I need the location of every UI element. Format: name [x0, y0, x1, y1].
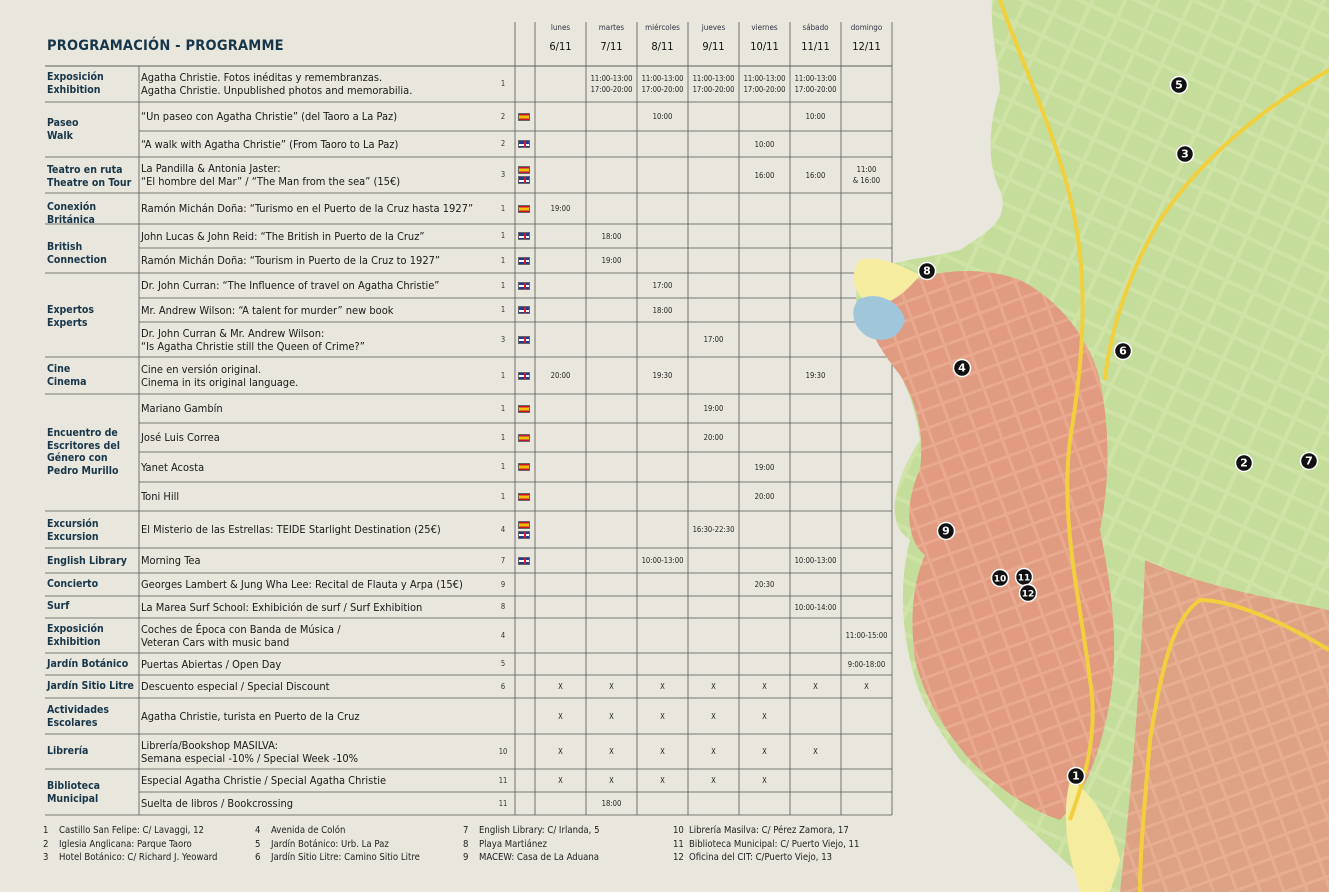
schedule-cell: 10:00-14:00 [794, 602, 837, 612]
event-description: Morning Tea [141, 554, 201, 567]
schedule-cell: 16:30-22:30 [692, 525, 735, 534]
map-marker-label: 7 [1305, 454, 1313, 468]
legend-number: 3 [43, 852, 49, 863]
legend-item [255, 824, 345, 838]
urban-area [867, 271, 1114, 820]
map-marker-label: 5 [1175, 78, 1183, 92]
schedule-cell: 19:00 [601, 256, 622, 265]
legend-item [463, 824, 600, 838]
legend-number: 2 [43, 838, 49, 850]
schedule-cell: X [609, 682, 614, 691]
spanish-flag-icon [518, 463, 530, 471]
event-description: Cine en versión original. Cinema in its original language. [141, 362, 299, 389]
legend-text: Biblioteca Municipal: C/ Puerto Viejo, 11 [689, 838, 860, 850]
day-header [535, 22, 586, 55]
category-label: Concierto [47, 578, 99, 590]
event-description: John Lucas & John Reid: “The British in Puerto de la Cruz” [141, 229, 425, 243]
schedule-cell: X [609, 711, 614, 721]
map-marker-11[interactable] [1016, 569, 1033, 586]
schedule-cell: 11:00 & 16:00 [852, 165, 881, 185]
schedule-cell: 11:00-13:00 17:00-20:00 [794, 74, 837, 94]
legend-number: 12 [673, 852, 684, 863]
uk-flag-icon [518, 306, 530, 314]
location-number: 6 [500, 681, 506, 691]
map-marker-label: 9 [942, 524, 950, 538]
spanish-flag-icon [518, 405, 530, 413]
schedule-cell: 11:00-15:00 [845, 631, 888, 640]
category-label: Actividades Escolares [47, 704, 109, 729]
schedule-cell: 10:00-13:00 [641, 556, 684, 565]
category-label: British Connection [47, 241, 107, 266]
schedule-cell: 20:00 [754, 492, 775, 501]
location-number: 1 [500, 203, 506, 213]
location-number: 1 [500, 491, 506, 501]
event-description: Mariano Gambín [141, 402, 223, 415]
category-label: Excursión Excursion [47, 518, 99, 543]
category-label: English Library [47, 555, 127, 567]
legend-text: Hotel Botánico: C/ Richard J. Yeoward [59, 852, 218, 863]
page-title: PROGRAMACIÓN - PROGRAMME [47, 38, 284, 54]
category-label: Conexión Británica [47, 201, 97, 226]
uk-flag-icon [518, 557, 530, 565]
event-description: Mr. Andrew Wilson: “A talent for murder” new book [141, 303, 394, 317]
schedule-cell: 10:00-13:00 [794, 556, 837, 565]
legend-item [463, 838, 547, 852]
legend-text: English Library: C/ Irlanda, 5 [479, 825, 600, 836]
category-label: Teatro en ruta Theatre on Tour [47, 164, 132, 189]
location-number: 2 [500, 139, 506, 148]
schedule-cell: 10:00 [652, 112, 673, 121]
legend-number: 6 [255, 852, 261, 863]
legend-text: Iglesia Anglicana: Parque Taoro [59, 838, 192, 850]
schedule-cell: X [660, 747, 665, 756]
schedule-cell: X [558, 776, 563, 785]
map-marker-label: 8 [923, 264, 931, 278]
location-number: 4 [500, 524, 506, 534]
location-number: 1 [500, 370, 506, 380]
category-label: Librería [47, 745, 89, 757]
location-number: 2 [500, 111, 506, 121]
schedule-cell: 20:30 [754, 580, 775, 589]
map-marker-9[interactable] [938, 523, 955, 540]
legend-text: Playa Martiánez [479, 838, 548, 850]
day-name: viernes [751, 23, 778, 32]
day-header [586, 22, 637, 55]
legend-text: Jardín Sitio Litre: Camino Sitio Litre [271, 852, 420, 863]
location-number: 8 [500, 602, 506, 611]
day-name: domingo [850, 23, 883, 32]
schedule-cell: 19:00 [550, 204, 571, 213]
schedule-cell: X [864, 682, 869, 691]
legend-item [43, 838, 192, 852]
schedule-cell: 11:00-13:00 17:00-20:00 [692, 74, 735, 94]
schedule-cell: 16:00 [805, 170, 826, 180]
schedule-cell: 10:00 [754, 139, 775, 149]
legend-number: 7 [463, 825, 469, 836]
location-number: 11 [498, 798, 508, 808]
schedule-cell: X [711, 747, 716, 756]
category-label: Surf [47, 600, 70, 612]
map-marker-label: 1 [1072, 769, 1080, 783]
spanish-flag-icon [518, 113, 530, 121]
location-number: 1 [500, 79, 506, 88]
schedule-cell: 16:00 [754, 170, 775, 180]
category-label: Biblioteca Municipal [47, 780, 101, 805]
legend-number: 9 [463, 852, 469, 863]
category-label: Cine Cinema [47, 363, 87, 388]
spanish-flag-icon [518, 521, 530, 529]
legend-number: 10 [673, 825, 684, 836]
event-description: Yanet Acosta [141, 460, 205, 474]
map-marker-label: 2 [1240, 456, 1248, 470]
schedule-cell: X [660, 682, 665, 691]
legend-number: 1 [43, 825, 49, 836]
event-description: Descuento especial / Special Discount [141, 680, 330, 693]
map-marker-5[interactable] [1171, 77, 1188, 94]
event-description: Especial Agatha Christie / Special Agatha Christie [141, 774, 387, 787]
legend-number: 11 [673, 838, 684, 850]
schedule-cell: 18:00 [652, 305, 673, 315]
map-marker-label: 3 [1181, 147, 1189, 161]
category-label: Exposición Exhibition [47, 623, 104, 648]
day-date: 11/11 [801, 40, 830, 53]
spanish-flag-icon [518, 205, 530, 213]
uk-flag-icon [518, 176, 530, 184]
map-marker-3[interactable] [1177, 146, 1194, 163]
category-label: Encuentro de Escritores del Género con Pedro Murillo [47, 427, 120, 477]
day-name: jueves [701, 23, 726, 32]
location-number: 7 [500, 555, 506, 565]
schedule-cell: 11:00-13:00 17:00-20:00 [743, 74, 786, 94]
day-date: 7/11 [600, 40, 623, 53]
event-description: “Un paseo con Agatha Christie” (del Taoro a La Paz) [141, 110, 398, 123]
schedule-cell: X [558, 711, 563, 721]
schedule-cell: 17:00 [703, 335, 724, 344]
uk-flag-icon [518, 282, 530, 290]
day-date: 8/11 [651, 40, 674, 53]
category-label: Paseo Walk [47, 117, 79, 142]
event-description: Librería/Bookshop MASILVA: Semana especial -10% / Special Week -10% [141, 738, 359, 765]
uk-flag-icon [518, 257, 530, 265]
schedule-cell: X [558, 682, 563, 691]
event-description: Suelta de libros / Bookcrossing [141, 797, 294, 810]
event-description: La Pandilla & Antonia Jaster: “El hombre del Mar” / “The Man from the sea” (15€) [141, 162, 401, 188]
schedule-cell: 17:00 [652, 281, 673, 290]
event-description: Toni Hill [141, 490, 180, 503]
map-marker-label: 12 [1021, 589, 1035, 600]
category-label: Expertos Experts [47, 304, 95, 329]
schedule-cell: X [558, 747, 563, 756]
map-marker-label: 6 [1119, 344, 1127, 358]
location-number: 3 [500, 170, 506, 179]
location-number: 1 [500, 432, 506, 442]
day-name: sábado [802, 23, 829, 32]
spanish-flag-icon [518, 434, 530, 442]
schedule-cell: 20:00 [703, 433, 724, 442]
map-marker-8[interactable] [919, 263, 936, 280]
event-description: La Marea Surf School: Exhibición de surf / Surf Exhibition [141, 600, 423, 614]
schedule-cell: 18:00 [601, 799, 622, 808]
schedule-cell: 19:30 [805, 371, 826, 380]
legend-item [673, 851, 832, 865]
map-marker-6[interactable] [1115, 343, 1132, 360]
event-description: Agatha Christie, turista en Puerto de la Cruz [141, 709, 360, 723]
legend-number: 5 [255, 838, 261, 850]
category-label: Exposición Exhibition [47, 71, 104, 96]
schedule-cell: X [762, 747, 767, 756]
event-description: Dr. John Curran & Mr. Andrew Wilson: “Is Agatha Christie still the Queen of Crime?” [141, 326, 365, 353]
schedule-cell: X [762, 776, 767, 785]
schedule-cell: X [609, 776, 614, 785]
legend-item [463, 851, 599, 865]
schedule-cell: 19:00 [754, 462, 775, 472]
map-marker-label: 11 [1017, 573, 1031, 584]
map-marker-1[interactable] [1068, 768, 1085, 785]
map-marker-label: 4 [958, 361, 966, 375]
day-date: 9/11 [702, 40, 725, 53]
location-number: 1 [500, 255, 506, 265]
schedule-cell: X [711, 776, 716, 785]
day-name: miércoles [645, 23, 680, 32]
legend-number: 4 [255, 825, 261, 836]
location-number: 5 [500, 659, 506, 668]
event-description: Ramón Michán Doña: “Tourism in Puerto de la Cruz to 1927” [141, 254, 441, 267]
legend-text: Oficina del CIT: C/Puerto Viejo, 13 [689, 852, 833, 863]
event-description: El Misterio de las Estrellas: TEIDE Starlight Destination (25€) [141, 523, 441, 536]
legend-text: MACEW: Casa de La Aduana [479, 852, 600, 863]
map-marker-2[interactable] [1236, 455, 1253, 472]
map-marker-4[interactable] [954, 360, 971, 377]
schedule-cell: X [813, 682, 818, 691]
uk-flag-icon [518, 531, 530, 539]
legend-item [43, 851, 217, 865]
map-marker-7[interactable] [1301, 453, 1318, 470]
event-description: Agatha Christie. Fotos inéditas y remembranzas. Agatha Christie. Unpublished photos and memorabilia. [141, 71, 413, 97]
schedule-cell: X [609, 747, 614, 756]
schedule-cell: 11:00-13:00 17:00-20:00 [641, 74, 684, 94]
location-number: 11 [498, 775, 508, 785]
location-number: 1 [500, 305, 506, 314]
legend-item [255, 851, 420, 865]
location-number: 1 [500, 231, 506, 240]
event-description: Coches de Época con Banda de Música / Veteran Cars with music band [141, 622, 341, 649]
uk-flag-icon [518, 372, 530, 380]
schedule-cell: X [660, 776, 665, 785]
schedule-cell: 11:00-13:00 17:00-20:00 [590, 74, 633, 94]
schedule-cell: X [711, 711, 716, 721]
location-number: 1 [500, 403, 506, 413]
event-description: Ramón Michán Doña: “Turismo en el Puerto de la Cruz hasta 1927” [141, 202, 474, 215]
day-header [688, 22, 739, 55]
legend-item [43, 824, 204, 838]
day-date: 10/11 [750, 40, 779, 53]
schedule-cell: X [762, 682, 767, 691]
spanish-flag-icon [518, 493, 530, 501]
uk-flag-icon [518, 336, 530, 344]
schedule-cell: X [711, 682, 716, 691]
location-number: 4 [500, 630, 506, 640]
location-number: 10 [498, 746, 508, 756]
schedule-cell: 19:30 [652, 371, 673, 380]
uk-flag-icon [518, 140, 530, 148]
uk-flag-icon [518, 232, 530, 240]
legend-text: Jardín Botánico: Urb. La Paz [271, 838, 389, 850]
schedule-cell: 19:00 [703, 404, 724, 413]
legend-text: Avenida de Colón [271, 825, 346, 836]
event-description: Dr. John Curran: “The Influence of travel on Agatha Christie” [141, 279, 440, 292]
schedule-cell: 18:00 [601, 231, 622, 241]
event-description: José Luis Correa [141, 431, 220, 444]
category-label: Jardín Botánico [47, 658, 129, 670]
map-marker-12[interactable] [1020, 585, 1037, 602]
town-map[interactable] [820, 0, 1329, 892]
spanish-flag-icon [518, 166, 530, 174]
location-number: 1 [500, 462, 506, 471]
legend-text: Castillo San Felipe: C/ Lavaggi, 12 [59, 825, 204, 836]
legend-text: Librería Masilva: C/ Pérez Zamora, 17 [689, 825, 849, 836]
schedule-cell: X [660, 711, 665, 721]
legend-item [255, 838, 389, 852]
location-number: 9 [500, 579, 506, 589]
day-header [739, 22, 790, 55]
schedule-cell: X [762, 711, 767, 721]
location-number: 3 [500, 334, 506, 344]
day-name: lunes [550, 23, 571, 32]
day-name: martes [598, 23, 625, 32]
schedule-cell: 20:00 [550, 371, 571, 380]
schedule-cell: X [813, 747, 818, 756]
event-description: “A walk with Agatha Christie” (From Taoro to La Paz) [141, 137, 399, 151]
event-description: Georges Lambert & Jung Wha Lee: Recital de Flauta y Arpa (15€) [141, 578, 463, 591]
day-header [637, 22, 688, 55]
day-date: 12/11 [852, 40, 881, 53]
legend-number: 8 [463, 838, 469, 850]
schedule-cell: 10:00 [805, 112, 826, 121]
map-marker-label: 10 [993, 574, 1007, 585]
day-date: 6/11 [549, 40, 572, 53]
location-number: 1 [500, 280, 506, 290]
schedule-cell: 9:00-18:00 [847, 659, 886, 669]
event-description: Puertas Abiertas / Open Day [141, 657, 282, 671]
map-marker-10[interactable] [992, 570, 1009, 587]
category-label: Jardín Sitio Litre [47, 680, 134, 692]
